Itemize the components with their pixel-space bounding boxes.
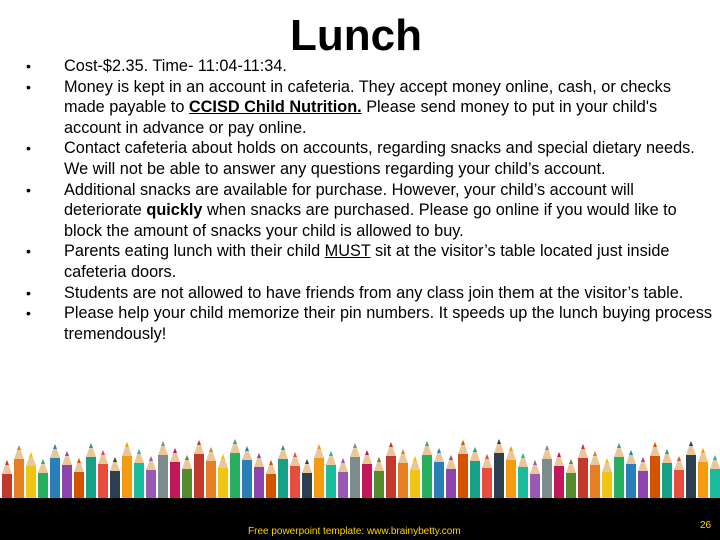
- bullet-item: [22, 303, 712, 344]
- pencil: [266, 460, 276, 500]
- pencil: [698, 448, 708, 500]
- pencil: [314, 444, 324, 500]
- bullet-symbol: •: [26, 140, 31, 157]
- pencil: [74, 458, 84, 500]
- pencil: [518, 453, 528, 500]
- pencil: [422, 441, 432, 500]
- bullet-text: Additional snacks are available for purchase. However, your child’s account will deteriorate: [64, 180, 634, 220]
- pencil: [182, 455, 192, 500]
- pencil: [674, 456, 684, 500]
- bullet-symbol: •: [26, 284, 31, 301]
- pencil: [434, 448, 444, 500]
- pencil: [506, 446, 516, 500]
- pencil: [662, 449, 672, 500]
- pencil: [410, 456, 420, 500]
- pencil: [62, 451, 72, 500]
- pencil: [218, 454, 228, 500]
- pencil: [50, 444, 60, 500]
- bullet-item: [22, 180, 712, 242]
- pencil: [158, 441, 168, 500]
- pencil: [554, 452, 564, 500]
- bullet-list: [22, 56, 712, 344]
- pencil: [38, 459, 48, 500]
- pencil: [326, 451, 336, 500]
- bullet-text: Cost-$2.35. Time- 11:04-11:34.: [64, 57, 287, 75]
- pencil: [98, 450, 108, 500]
- bullet-text: MUST: [324, 242, 371, 261]
- pencil: [374, 457, 384, 500]
- pencil: [290, 452, 300, 500]
- pencil: [134, 449, 144, 500]
- pencil: [710, 455, 720, 500]
- pencil: [590, 451, 600, 500]
- bullet-item: [22, 56, 712, 77]
- pencil: [230, 439, 240, 500]
- pencil: [458, 440, 468, 500]
- bullet-text: Parents eating lunch with their child: [64, 242, 325, 261]
- pencil: [614, 443, 624, 500]
- pencil: [686, 441, 696, 500]
- pencil: [494, 439, 504, 500]
- bullet-symbol: •: [26, 243, 31, 260]
- pencil: [530, 460, 540, 500]
- pencil: [542, 445, 552, 500]
- pencil: [146, 456, 156, 500]
- bullet-text: Please help your child memorize their pin numbers. It speeds up the lunch buying process tremendously!: [64, 304, 712, 343]
- pencil: [398, 449, 408, 500]
- pencil: [206, 447, 216, 500]
- bullet-text: CCISD Child Nutrition.: [188, 98, 362, 117]
- page-number: 26: [700, 520, 712, 531]
- bullet-symbol: •: [26, 78, 31, 95]
- bullet-text: quickly: [146, 201, 203, 220]
- pencil: [446, 455, 456, 500]
- pencil: [482, 454, 492, 500]
- pencil: [638, 457, 648, 500]
- pencil: [338, 458, 348, 500]
- footer-credit: Free powerpoint template: www.brainybetty.com: [248, 526, 461, 537]
- pencil: [302, 459, 312, 500]
- pencil: [650, 442, 660, 500]
- bullet-item: [22, 138, 712, 179]
- pencil: [470, 447, 480, 500]
- bullet-symbol: •: [26, 305, 31, 322]
- bullet-text: Students are not allowed to have friends from any class join them at the visitor’s table.: [64, 283, 684, 302]
- slide-title: Lunch: [290, 11, 422, 60]
- pencil: [566, 459, 576, 500]
- pencil: [386, 442, 396, 500]
- pencil: [14, 445, 24, 500]
- pencil: [254, 453, 264, 500]
- pencil: [122, 442, 132, 500]
- pencil: [86, 443, 96, 500]
- bullet-symbol: •: [26, 58, 31, 74]
- bullet-text: Please send money to put in your child's account in advance or pay online.: [64, 98, 658, 137]
- pencil: [2, 460, 12, 500]
- pencil: [278, 445, 288, 500]
- pencil: [26, 452, 36, 500]
- pencil: [602, 458, 612, 500]
- bullet-item: [22, 77, 712, 139]
- pencil: [626, 450, 636, 500]
- pencil: [194, 440, 204, 500]
- bullet-text: Contact cafeteria about holds on accounts, regarding snacks and special dietary needs. We will not be able to answer any questions regarding your child’s account.: [64, 139, 695, 178]
- bullet-item: [22, 241, 712, 282]
- pencil: [242, 446, 252, 500]
- pencil: [362, 450, 372, 500]
- bullet-symbol: •: [26, 181, 31, 198]
- pencil: [578, 444, 588, 500]
- pencil: [170, 448, 180, 500]
- pencil: [350, 443, 360, 500]
- bullet-text: sit at the visitor’s table located just inside cafeteria doors.: [64, 242, 670, 281]
- bullet-text: Money is kept in an account in cafeteria. They accept money online, cash, or checks made payable to: [64, 77, 671, 117]
- bullet-text: when snacks are purchased. Please go online if you would like to block the amount of snacks your child is allowed to buy.: [64, 201, 677, 240]
- pencil: [110, 457, 120, 500]
- pencils-image: [0, 430, 720, 500]
- bullet-item: [22, 283, 712, 304]
